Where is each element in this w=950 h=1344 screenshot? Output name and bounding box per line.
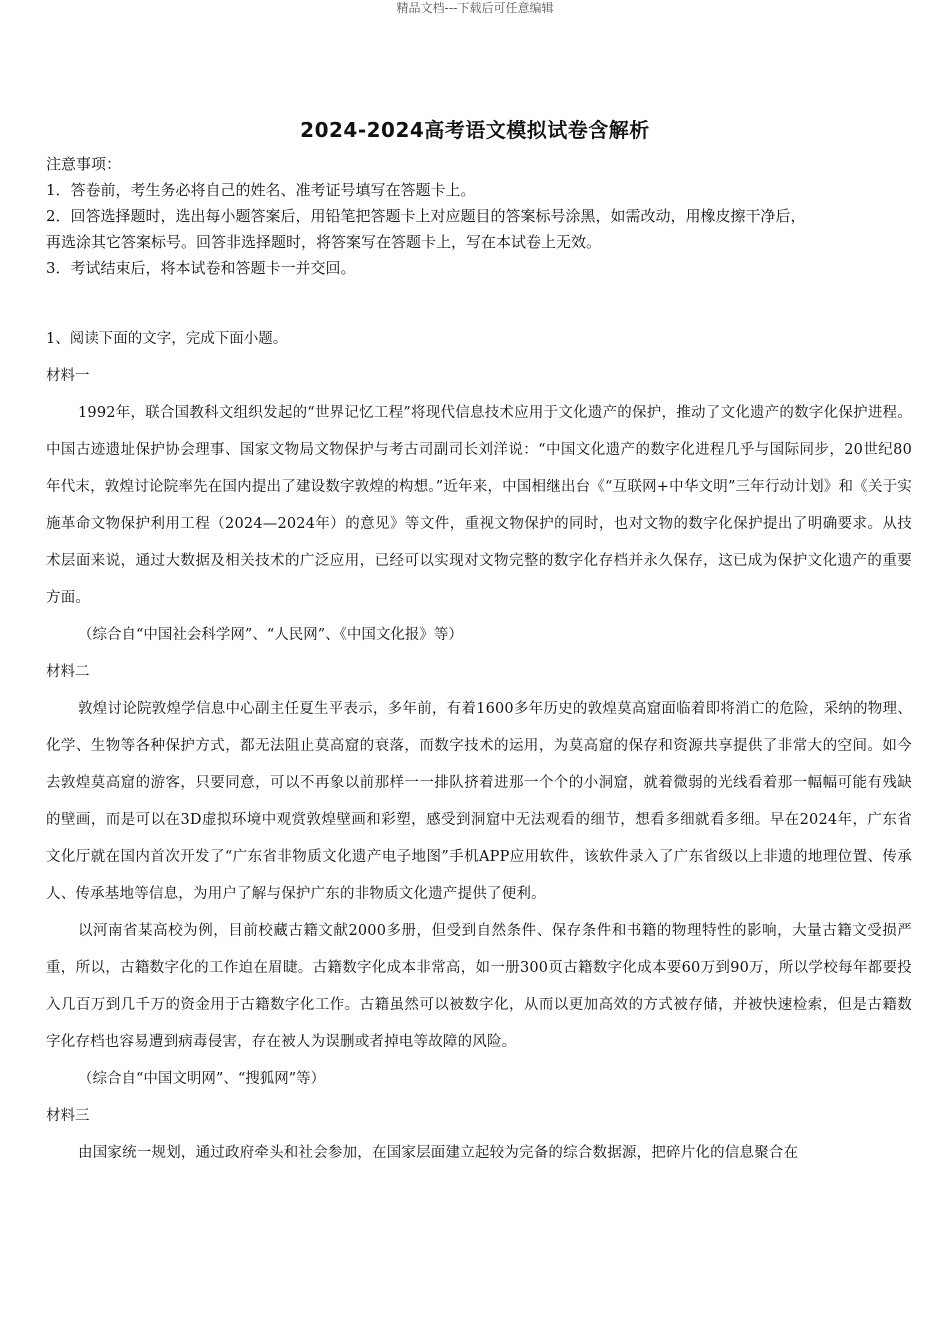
- notes-heading: 注意事项：: [46, 155, 122, 173]
- question-content: [46, 321, 912, 1172]
- note-item: 3．考试结束后，将本试卷和答题卡一并交回。: [46, 259, 356, 277]
- note-item: 2．回答选择题时，选出每小题答案后，用铅笔把答题卡上对应题目的答案标号涂黑，如需改动，用橡皮擦干净后，: [46, 207, 806, 225]
- material-2-paragraph-1: 敦煌讨论院敦煌学信息中心副主任夏生平表示，多年前，有着1600多年历史的敦煌莫高窟面临着即将消亡的危险，采纳的物理、化学、生物等各种保护方式，都无法阻止莫高窟的衰落，而数字技术的运用，为莫高窟的保存和资源共享提供了非常大的空间。如今去敦煌莫高窟的游客，只要同意，可以不再象以前那样一一排队挤着进那一个个的小洞窟，就着微弱的光线看着那一幅幅可能有残缺的壁画，而是可以在3D虚拟环境中观赏敦煌壁画和彩塑，感受到洞窟中无法观看的细节，想看多细就看多细。早在2024年，广东省文化厅就在国内首次开发了“广东省非物质文化遗产电子地图”手机APP应用软件，该软件录入了广东省级以上非遗的地理位置、传承人、传承基地等信息，为用户了解与保护广东的非物质文化遗产提供了便利。: [46, 701, 912, 902]
- page-header-note: 精品文档---下载后可任意编辑: [396, 1, 554, 15]
- document-title: 2024-2024高考语文模拟试卷含解析: [300, 118, 650, 142]
- material-2-source: （综合自“中国文明网”、“搜狐网”等）: [78, 1071, 326, 1087]
- exam-notes: [46, 151, 916, 281]
- material-2-label: 材料二: [46, 664, 90, 680]
- material-3-label: 材料三: [46, 1108, 90, 1124]
- note-item: 1．答卷前，考生务必将自己的姓名、准考证号填写在答题卡上。: [46, 181, 476, 199]
- question-prompt: 1、阅读下面的文字，完成下面小题。: [46, 331, 288, 347]
- note-item: 再选涂其它答案标号。回答非选择题时，将答案写在答题卡上，写在本试卷上无效。: [46, 233, 602, 251]
- material-1-source: （综合自“中国社会科学网”、“人民网”、《中国文化报》等）: [78, 627, 463, 643]
- material-1-paragraph: 1992年，联合国教科文组织发起的“世界记忆工程”将现代信息技术应用于文化遗产的保护，推动了文化遗产的数字化保护进程。中国古迹遗址保护协会理事、国家文物局文物保护与考古司副司长刘洋说：“中国文化遗产的数字化进程几乎与国际同步，20世纪80年代末，敦煌讨论院率先在国内提出了建设数字敦煌的构想。”近年来，中国相继出台《“互联网+中华文明”三年行动计划》和《关于实施革命文物保护利用工程（2024—2024年）的意见》等文件，重视文物保护的同时，也对文物的数字化保护提出了明确要求。从技术层面来说，通过大数据及相关技术的广泛应用，已经可以实现对文物完整的数字化存档并永久保存，这已成为保护文化遗产的重要方面。: [46, 405, 912, 606]
- material-2-paragraph-2: 以河南省某高校为例，目前校藏古籍文献2000多册，但受到自然条件、保存条件和书籍的物理特性的影响，大量古籍文受损严重，所以，古籍数字化的工作迫在眉睫。古籍数字化成本非常高，如一册300页古籍数字化成本要60万到90万，所以学校每年都要投入几百万到几千万的资金用于古籍数字化工作。古籍虽然可以被数字化，从而以更加高效的方式被存储，并被快速检索，但是古籍数字化存档也容易遭到病毒侵害，存在被人为误删或者掉电等故障的风险。: [46, 923, 912, 1050]
- material-1-label: 材料一: [46, 368, 90, 384]
- material-3-paragraph: 由国家统一规划，通过政府牵头和社会参加，在国家层面建立起较为完备的综合数据源，把碎片化的信息聚合在: [78, 1145, 799, 1161]
